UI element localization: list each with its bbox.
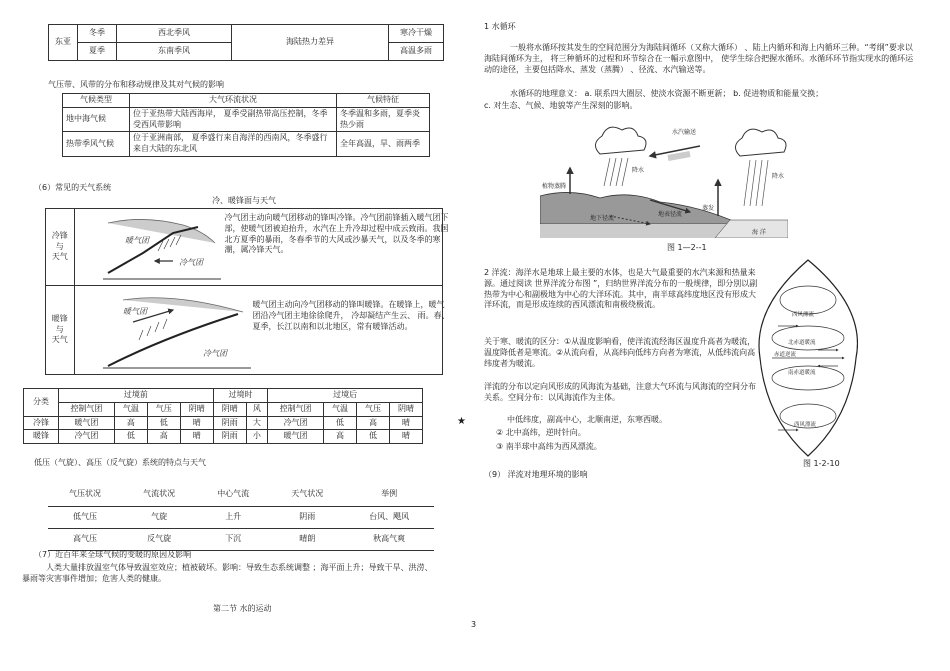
- pressure-cell: 台风、飓风: [369, 511, 410, 521]
- passage-cell: 高: [147, 430, 180, 444]
- passage-cell: 暖气团: [59, 416, 115, 430]
- warm-front-diagram: [103, 292, 251, 370]
- east-asia-monsoon-table: [48, 24, 444, 61]
- pressure-cell: 低气压: [73, 511, 98, 521]
- rule-item: ② 北中高纬，逆时针向。: [496, 428, 586, 437]
- pressure-cell: 气旋: [151, 511, 168, 521]
- passage-cell: 小: [246, 430, 267, 444]
- cloud-icon: [595, 127, 646, 154]
- star-marker: ★: [457, 416, 466, 427]
- climate-row-circulation: 位于亚洲南部， 夏季盛行来自海洋的西南风，冬季盛行来自大陆的东北风: [130, 132, 337, 157]
- passage-cell: 低: [357, 430, 390, 444]
- passage-cell: 低: [114, 430, 147, 444]
- passage-cell: 低: [147, 416, 180, 430]
- section-2-title: 第二节 水的运动: [213, 604, 272, 613]
- water-cycle-significance: 水循环的地理意义： a. 联系四大圈层、使淡水资源不断更新； b. 促进物质和能量交换；: [510, 89, 824, 98]
- svg-text:暖气团: 暖气团: [122, 307, 147, 316]
- pressure-cell: 上升: [225, 511, 242, 521]
- passage-cell: 晴: [180, 416, 213, 430]
- climate-change-title: （7）近百年来全球气候的变暖的原因及影响: [34, 550, 192, 559]
- climate-row-circulation: 位于亚热带大陆西海岸， 夏季受副热带高压控制，冬季受西风带影响: [130, 107, 337, 132]
- water-cycle-paragraph: 一般将水循环按其发生的空间范围分为海陆间循环（又称大循环） 、陆上内循环和海上内循环三种。“考纲”要求以海陆间循环为主， 将三种循环的过程和环节综合在一幅示意图中， 使学生综合把握水循环。水循环环节指实现水的循环运动的途径，主要包括降水、蒸发（蒸腾） 、径流、水汽输送等。: [484, 43, 914, 74]
- passage-sub-header: 气压: [147, 402, 180, 416]
- climate-header-feature: 气候特征: [337, 94, 430, 108]
- passage-sub-header: 控制气团: [59, 402, 115, 416]
- weather-section-title: （6）常见的天气系统: [34, 183, 112, 192]
- cold-front-label: 冷锋 与 天气: [46, 209, 75, 286]
- pressure-header: 气压状况: [69, 489, 102, 499]
- water-cycle-caption: 图 1—2--1: [667, 243, 707, 252]
- winter-cell: 冬季: [78, 25, 117, 43]
- pressure-cell: 阴雨: [299, 511, 316, 521]
- svg-text:西风漂流: 西风漂流: [792, 312, 815, 318]
- ocean-current-caption: 图 1-2-10: [803, 459, 840, 468]
- summer-wind-cell: 东南季风: [117, 43, 232, 61]
- svg-text:西风漂流: 西风漂流: [794, 422, 817, 428]
- cloud-icon: [735, 129, 786, 156]
- rule-item: ③ 南半球中高纬为西风漂流。: [496, 442, 602, 451]
- winter-wind-cell: 西北季风: [117, 25, 232, 43]
- pressure-header: 中心气流: [217, 489, 250, 499]
- passage-during-header: 过境时: [213, 389, 267, 403]
- front-passage-table: [23, 388, 423, 444]
- pressure-cell: 秋高气爽: [373, 533, 406, 543]
- climate-row-type: 热带季风气候: [63, 132, 130, 157]
- water-cycle-diagram: [540, 116, 788, 238]
- svg-text:北赤道暖流: 北赤道暖流: [788, 340, 816, 346]
- warm-front-text: 暖气团主动向冷气团移动的锋叫暖锋。在暖锋上，暖气团沿冷气团主地徐徐爬升， 冷却凝结产生云、 雨。春、夏季，长江以南和以北地区，常有暖锋活动。: [252, 300, 450, 331]
- svg-text:降水: 降水: [772, 173, 785, 180]
- passage-sub-header: 风: [246, 402, 267, 416]
- pressure-table: [48, 484, 434, 551]
- water-cycle-significance-c: c. 对生态、气候、地貌等产生深刻的影响。: [484, 101, 638, 110]
- passage-cell: 阴雨: [213, 416, 246, 430]
- cold-front-diagram: [103, 213, 221, 281]
- ocean-current-diagram: [758, 258, 858, 458]
- svg-text:蒸发: 蒸发: [702, 205, 715, 212]
- passage-cell: 暖锋: [24, 430, 59, 444]
- passage-sub-header: 气温: [114, 402, 147, 416]
- svg-text:冷气团: 冷气团: [202, 349, 227, 358]
- svg-text:降水: 降水: [632, 167, 645, 174]
- svg-text:地下径流: 地下径流: [590, 215, 615, 222]
- climate-row-type: 地中海气候: [63, 107, 130, 132]
- pressure-header: 举例: [381, 489, 398, 499]
- pressure-cell: 反气旋: [147, 533, 172, 543]
- svg-text:水汽输送: 水汽输送: [672, 129, 697, 136]
- pressure-header: 天气状况: [291, 489, 324, 499]
- passage-cell: 高: [114, 416, 147, 430]
- passage-cell: 冷气团: [59, 430, 115, 444]
- passage-cell: 高: [324, 430, 357, 444]
- passage-cell: 晴: [389, 416, 422, 430]
- passage-sub-header: 气温: [324, 402, 357, 416]
- pressure-cell: 下沉: [225, 533, 242, 543]
- front-weather-table: [45, 208, 450, 375]
- passage-cell: 暖气团: [268, 430, 324, 444]
- item-9-title: （9） 洋流对地理环境的影响: [484, 470, 588, 479]
- passage-sub-header: 阴晴: [180, 402, 213, 416]
- svg-text:赤道逆流: 赤道逆流: [774, 352, 797, 358]
- passage-group-header: 分类: [24, 389, 59, 417]
- climate-row-feature: 全年高温，旱、雨两季: [337, 132, 430, 157]
- pressure-cell: 晴朗: [299, 533, 316, 543]
- summer-feature-cell: 高温多雨: [389, 43, 444, 61]
- rule-item: 中低纬度，副高中心，北顺南逆，东寒西暖。: [507, 415, 667, 424]
- passage-cell: 晴: [180, 430, 213, 444]
- svg-text:地表径流: 地表径流: [658, 211, 683, 218]
- pressure-cell: 高气压: [73, 533, 98, 543]
- passage-before-header: 过境前: [59, 389, 214, 403]
- water-cycle-title: 1 水循环: [484, 22, 516, 31]
- passage-sub-header: 气压: [357, 402, 390, 416]
- passage-sub-header: 阴晴: [389, 402, 422, 416]
- passage-cell: 冷锋: [24, 416, 59, 430]
- climate-table: [62, 93, 430, 157]
- passage-cell: 晴: [389, 430, 422, 444]
- pressure-header: 气流状况: [143, 489, 176, 499]
- passage-after-header: 过境后: [268, 389, 423, 403]
- page-number: 3: [471, 620, 477, 629]
- svg-text:南赤道暖流: 南赤道暖流: [788, 370, 816, 376]
- passage-sub-header: 控制气团: [268, 402, 324, 416]
- climate-row-feature: 冬季温和多雨，夏季炎热少雨: [337, 107, 430, 132]
- ocean-current-principle: 洋流的分布以定向风形成的风海流为基础，注意大气环流与风海流的空间分布关系。空间分布：以风海流作为主体。: [484, 382, 756, 402]
- passage-cell: 大: [246, 416, 267, 430]
- svg-text:植物蒸腾: 植物蒸腾: [542, 183, 567, 190]
- climate-header-type: 气候类型: [63, 94, 130, 108]
- passage-cell: 阴雨: [213, 430, 246, 444]
- summer-cell: 夏季: [78, 43, 117, 61]
- passage-sub-header: 阴晴: [213, 402, 246, 416]
- cold-front-text: 冷气团主动向暖气团移动的锋叫冷锋。冷气团前锋插入暖气团下部，使暖气团被迫抬升，水汽在上升冷却过程中成云致雨。我国北方夏季的暴雨，冬春季节的大风或沙暴天气，以及冬季的寒潮，属冷锋天气。: [224, 213, 449, 255]
- passage-cell: 冷气团: [268, 416, 324, 430]
- passage-cell: 低: [324, 416, 357, 430]
- svg-text:海 洋: 海 洋: [752, 229, 766, 236]
- weather-subtitle: 冷、暖锋面与天气: [212, 196, 276, 205]
- svg-text:冷气团: 冷气团: [178, 258, 203, 267]
- warm-front-label: 暖锋 与 天气: [46, 286, 75, 375]
- ocean-current-intro: 2 洋流：海洋水是地球上最主要的水体，也是大气最重要的水汽来源和热量来源。通过阅读 世界洋流分布图 ”，归纳世界洋流分布的一般规律，即分別以副热带为中心和副极地为中心的大洋环流。其中，南半球高纬度地区没有形成大洋环流，而是形成连续的西风漂流和南极绕极流。: [484, 268, 758, 310]
- ocean-current-distinction: 关于寒、暖流的区分：①从温度影响看，使洋流流经海区温度升高者为暖流，温度降低者是寒流。②从流向看，从高纬向低纬方向者为寒流，从低纬流向高纬度者为暖流。: [484, 337, 756, 368]
- cause-cell: 海陆热力差异: [232, 25, 389, 61]
- passage-cell: 高: [357, 416, 390, 430]
- region-cell: 东亚: [49, 25, 78, 61]
- climate-change-text: 人类大量排放温室气体导致温室效应；植被破坏。影响：导致生态系统调整 ；海平面上升；导致干旱、洪涝、暴雨等灾害事件增加；危害人类的健康。: [22, 563, 433, 583]
- svg-text:暖气团: 暖气团: [124, 236, 149, 245]
- pressure-section-title: 低压（气旋）、高压（反气旋）系统的特点与天气: [34, 458, 206, 467]
- climate-header-circulation: 大气环流状况: [130, 94, 337, 108]
- winter-feature-cell: 寒冷干燥: [389, 25, 444, 43]
- climate-section-title: 气压带、风带的分布和移动规律及其对气候的影响: [48, 80, 224, 89]
